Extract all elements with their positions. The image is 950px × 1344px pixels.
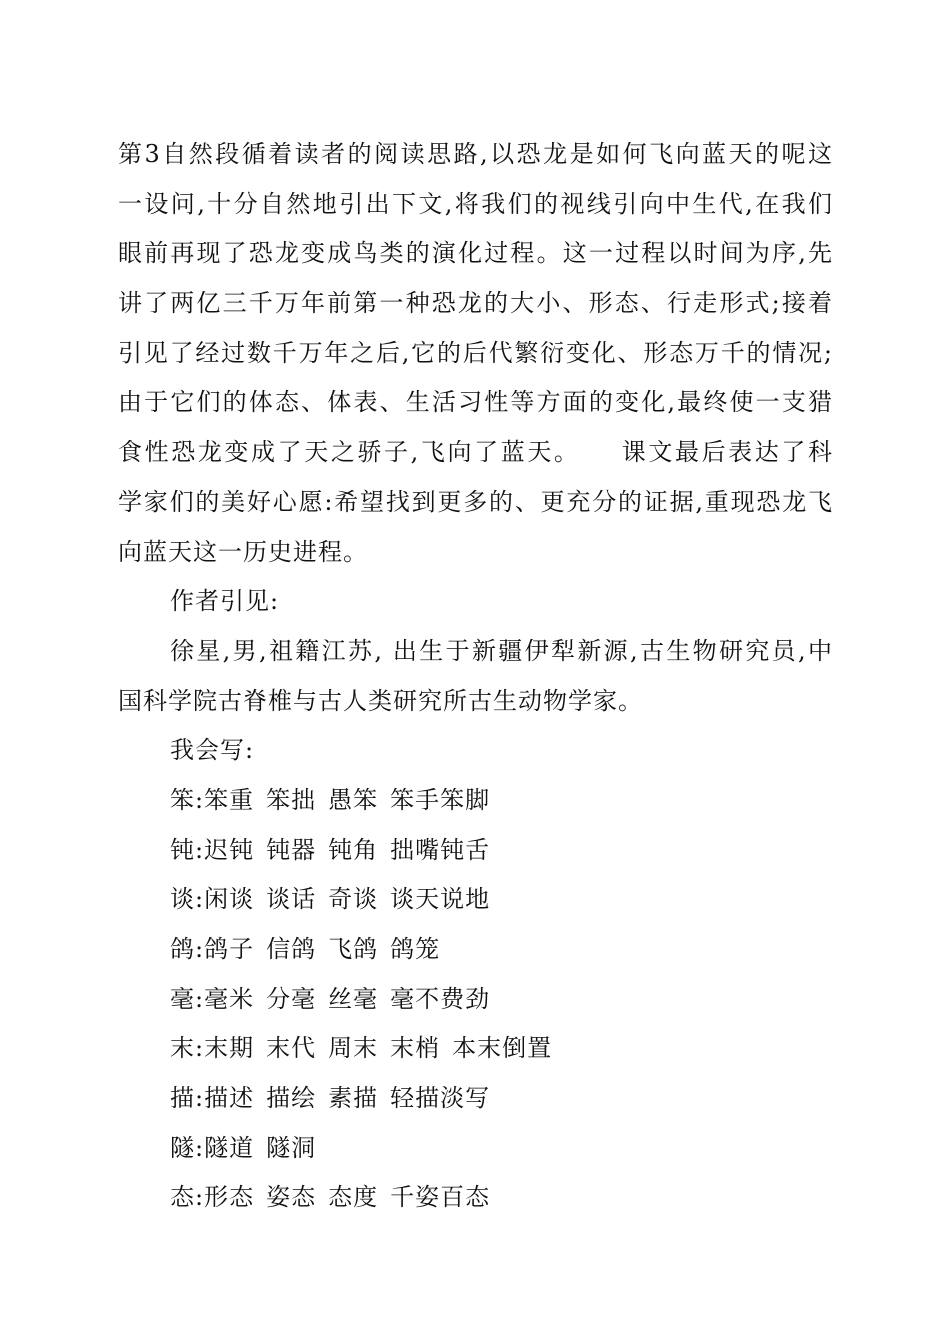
vocab-word: 末代 — [266, 1034, 317, 1063]
vocab-char: 谈 — [170, 885, 195, 914]
vocab-heading: 我会写: — [170, 736, 255, 765]
vocab-word: 丝毫 — [328, 984, 379, 1013]
paragraph-line: 引见了经过数千万年之后,它的后代繁衍变化、形态万千的情况; — [118, 338, 833, 367]
vocab-word: 描述 — [204, 1084, 255, 1113]
vocab-item — [118, 776, 833, 826]
vocab-word: 千姿百态 — [390, 1183, 491, 1212]
vocab-colon: : — [195, 1133, 205, 1162]
vocab-word: 愚笨 — [328, 785, 379, 814]
vocab-word: 末梢 — [390, 1034, 441, 1063]
vocab-colon: : — [195, 1084, 205, 1113]
vocab-word: 隧道 — [204, 1133, 255, 1162]
vocab-word: 鸽笼 — [390, 935, 441, 963]
vocab-word: 轻描淡写 — [390, 1084, 491, 1113]
vocab-item — [118, 925, 833, 975]
paragraph-line: 食性恐龙变成了天之骄子,飞向了蓝天。 课文最后表达了科 — [118, 438, 833, 467]
document-content — [118, 130, 833, 1223]
vocab-word: 飞鸽 — [328, 935, 379, 963]
vocab-char: 态 — [170, 1183, 195, 1212]
vocab-word: 素描 — [328, 1084, 379, 1113]
vocab-word: 谈话 — [266, 885, 317, 914]
vocab-char: 隧 — [170, 1133, 195, 1162]
vocab-item — [118, 1173, 833, 1223]
vocab-word: 笨重 — [204, 785, 255, 814]
paragraph-line: 第3自然段循着读者的阅读思路,以恐龙是如何飞向蓝天的呢这 — [118, 140, 833, 168]
vocab-char: 末 — [170, 1034, 195, 1063]
vocab-colon: : — [195, 984, 205, 1013]
vocab-word: 姿态 — [266, 1183, 317, 1212]
vocab-word: 本末倒置 — [452, 1034, 553, 1063]
vocab-word: 周末 — [328, 1034, 379, 1063]
vocab-item — [118, 1074, 833, 1124]
vocab-item — [118, 975, 833, 1025]
vocab-word: 奇谈 — [328, 885, 379, 914]
author-paragraph — [118, 627, 833, 726]
vocab-word: 迟钝 — [204, 835, 255, 864]
vocab-char: 笨 — [170, 785, 195, 814]
vocab-word: 隧洞 — [266, 1133, 317, 1162]
paragraph-line: 眼前再现了恐龙变成鸟类的演化过程。这一过程以时间为序,先 — [118, 239, 833, 268]
vocab-word: 鸽子 — [204, 935, 255, 963]
vocab-word: 拙嘴钝舌 — [390, 835, 491, 864]
vocab-item — [118, 875, 833, 925]
paragraph-line: 向蓝天这一历史进程。 — [118, 537, 368, 566]
paragraph-line: 由于它们的体态、体表、生活习性等方面的变化,最终使一支猎 — [118, 388, 833, 417]
vocab-word: 钝器 — [266, 835, 317, 864]
vocab-char: 毫 — [170, 984, 195, 1013]
paragraph-line: 讲了两亿三千万年前第一种恐龙的大小、形态、行走形式;接着 — [118, 289, 833, 318]
vocab-word: 闲谈 — [204, 885, 255, 914]
vocab-item — [118, 826, 833, 876]
vocab-word: 钝角 — [328, 835, 379, 864]
paragraph-line: 一设问,十分自然地引出下文,将我们的视线引向中生代,在我们 — [118, 189, 833, 218]
vocab-word: 笨手笨脚 — [390, 785, 491, 814]
vocab-word: 信鸽 — [266, 935, 317, 963]
vocab-char: 钝 — [170, 835, 195, 864]
vocab-char: 鸽 — [170, 935, 195, 963]
vocab-word: 毫米 — [204, 984, 255, 1013]
author-heading: 作者引见: — [170, 587, 280, 616]
vocab-item — [118, 1024, 833, 1074]
paragraph-line: 国科学院古脊椎与古人类研究所古生动物学家。 — [118, 686, 643, 715]
vocab-word: 态度 — [328, 1183, 379, 1212]
paragraph-line: 徐星,男,祖籍江苏, 出生于新疆伊犁新源,古生物研究员,中 — [170, 636, 833, 665]
vocab-colon: : — [195, 1183, 205, 1212]
vocab-colon: : — [195, 885, 205, 914]
vocab-colon: : — [195, 935, 205, 963]
vocab-char: 描 — [170, 1084, 195, 1113]
vocab-word: 末期 — [204, 1034, 255, 1063]
vocab-word: 形态 — [204, 1183, 255, 1212]
vocab-item — [118, 1124, 833, 1174]
vocab-word: 描绘 — [266, 1084, 317, 1113]
vocab-word: 分毫 — [266, 984, 317, 1013]
intro-paragraph — [118, 130, 833, 577]
vocab-word: 毫不费劲 — [390, 984, 491, 1013]
vocab-list — [118, 776, 833, 1223]
vocab-colon: : — [195, 785, 205, 814]
vocab-word: 笨拙 — [266, 785, 317, 814]
paragraph-line: 学家们的美好心愿:希望找到更多的、更充分的证据,重现恐龙飞 — [118, 487, 833, 516]
vocab-colon: : — [195, 1034, 205, 1063]
vocab-colon: : — [195, 835, 205, 864]
vocab-word: 谈天说地 — [390, 885, 491, 914]
